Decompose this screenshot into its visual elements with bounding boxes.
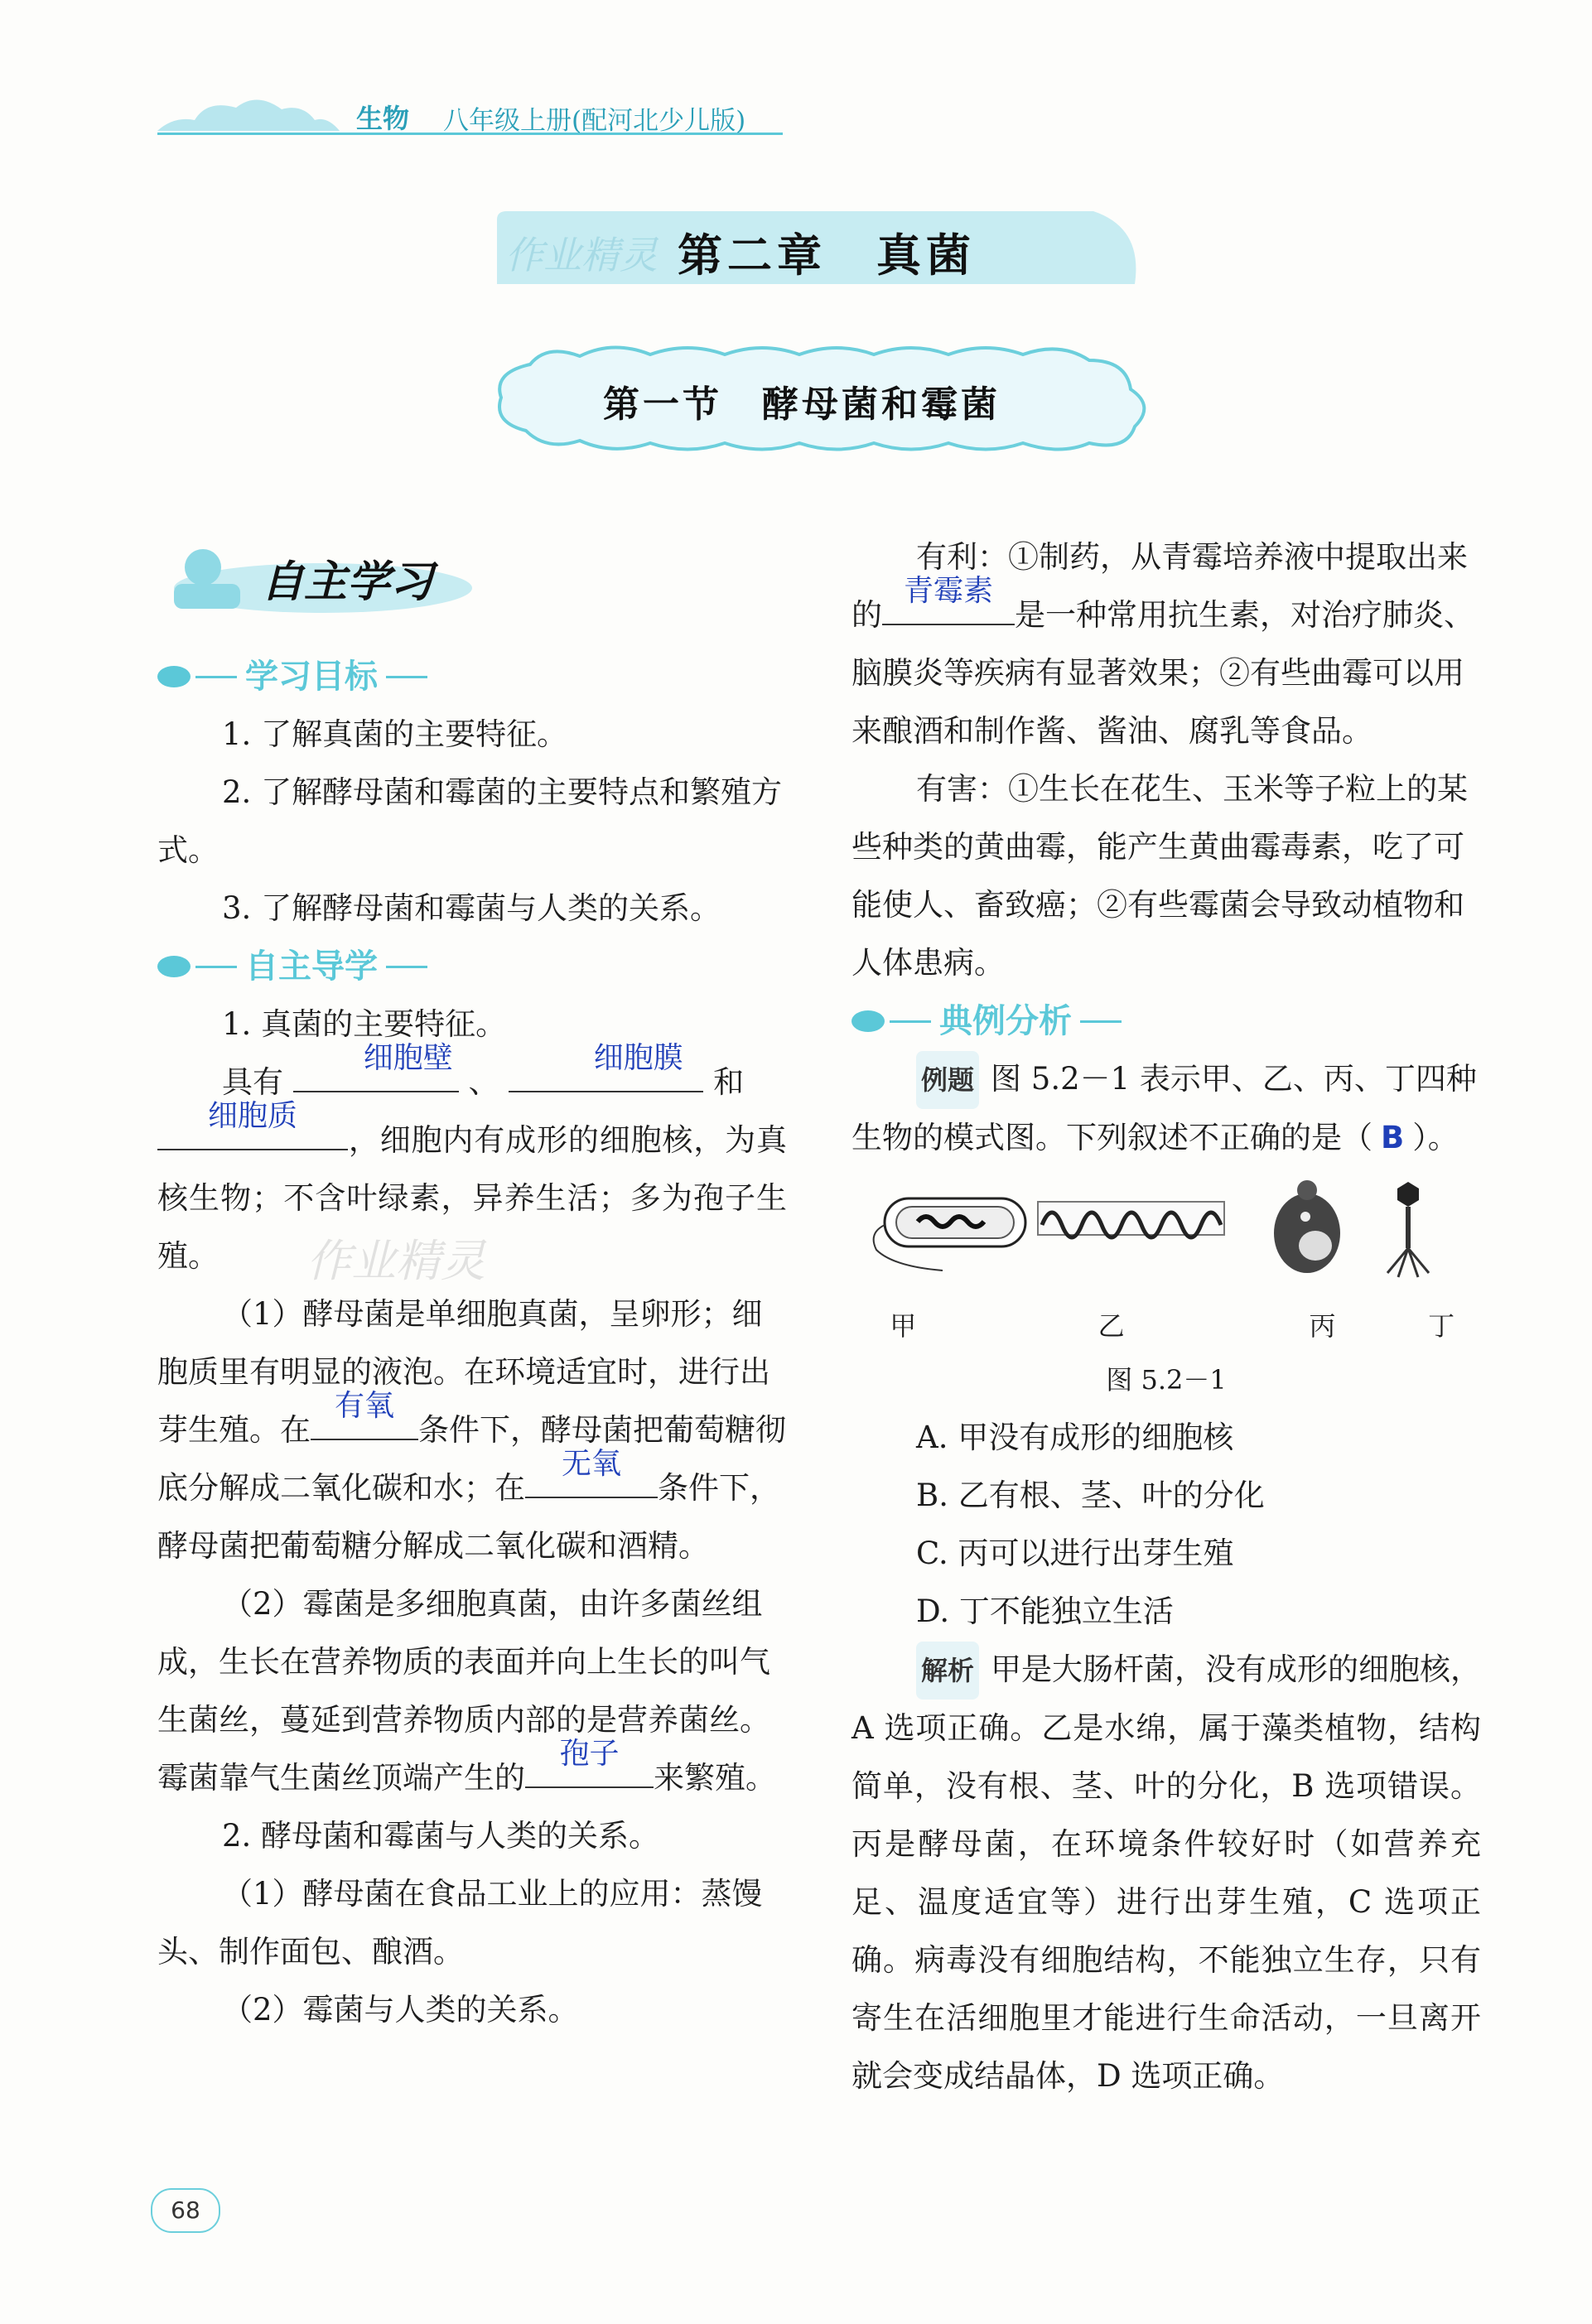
figure-caption: 图 5.2－1 bbox=[1106, 1364, 1227, 1396]
section-title: 第一节 酵母菌和霉菌 bbox=[603, 383, 1001, 426]
guide-question-2: 2. 酵母菌和霉菌与人类的关系。 bbox=[222, 1818, 660, 1854]
mold-paragraph: （2）霉菌是多细胞真菌，由许多菌丝组成，生长在营养物质的表面并向上生长的叫气生菌丝，蔓延到营养物质内部的是营养菌丝。霉菌靠气生菌丝顶端产生的 孢子 来繁殖。 bbox=[157, 1586, 776, 1796]
figure-label: 甲 bbox=[890, 1310, 917, 1342]
mold-harm-paragraph: 有害：①生长在花生、玉米等子粒上的某些种类的黄曲霉，能产生黄曲霉毒素，吃了可能使人、畜致癌；②有些霉菌会导致动植物和人体患病。 bbox=[851, 771, 1468, 981]
header-cloud-decoration bbox=[157, 91, 340, 133]
answer-blank: 细胞壁 bbox=[293, 1054, 459, 1092]
bullet-icon bbox=[157, 956, 191, 977]
example-tag: 例题 bbox=[916, 1051, 979, 1109]
figure-virus bbox=[1387, 1182, 1429, 1277]
bullet-icon bbox=[157, 666, 191, 687]
figure-label: 丁 bbox=[1428, 1310, 1455, 1342]
left-column bbox=[157, 648, 787, 2039]
goal-item: 1. 了解真菌的主要特征。 bbox=[222, 716, 568, 752]
answer-blank: 孢子 bbox=[525, 1750, 654, 1788]
option-b: B. 乙有根、茎、叶的分化 bbox=[916, 1478, 1265, 1513]
answer-blank: 青霉素 bbox=[882, 587, 1015, 625]
guide-question-1: 1. 真菌的主要特征。 bbox=[222, 1006, 507, 1042]
answer-blank: 细胞质 bbox=[157, 1112, 348, 1150]
goal-item: 2. 了解酵母菌和霉菌的主要特点和繁殖方式。 bbox=[157, 774, 783, 868]
fungi-features-paragraph: 具有 细胞壁 、 细胞膜 和 细胞质 ，细胞内有成形的细胞核，为真核生物；不含叶绿素，异养生活；多为孢子生殖。 bbox=[157, 1041, 787, 1274]
example-heading: 典例分析 bbox=[851, 992, 1481, 1050]
option-c: C. 丙可以进行出芽生殖 bbox=[916, 1536, 1234, 1571]
answer-blank: 有氧 bbox=[311, 1402, 418, 1440]
watermark: 作业精灵 bbox=[306, 1235, 485, 1287]
answer-blank: 无氧 bbox=[525, 1460, 658, 1498]
goals-heading: 学习目标 bbox=[157, 648, 787, 706]
right-column bbox=[851, 528, 1481, 2105]
mold-relation-heading: （2）霉菌与人类的关系。 bbox=[222, 1992, 579, 2027]
figure-yeast bbox=[1274, 1180, 1340, 1273]
yeast-paragraph: （1）酵母菌是单细胞真菌，呈卵形；细胞质里有明显的液泡。在环境适宜时，进行出芽生殖。在 有氧 条件下，酵母菌把葡萄糖彻底分解成二氧化碳和水；在 无氧 条件下，酵母菌把葡萄糖分解成二氧化碳和酒精。 bbox=[157, 1296, 786, 1564]
analysis-paragraph: 解析 甲是大肠杆菌，没有成形的细胞核，A 选项正确。乙是水绵，属于藻类植物，结构简单，没有根、茎、叶的分化，B 选项错误。丙是酵母菌，在环境条件较好时（如营养充足、温度适宜等）进行出芽生殖，C 选项正确。病毒没有细胞结构，不能独立生存，只有寄生在活细胞里才能进行生命活动，一旦离开就会变成结晶体，D 选项正确。 bbox=[851, 1641, 1481, 2105]
example-answer: B bbox=[1381, 1120, 1405, 1155]
option-d: D. 丁不能独立生活 bbox=[916, 1594, 1174, 1629]
example-question: 例题 图 5.2－1 表示甲、乙、丙、丁四种生物的模式图。下列叙述不正确的是（ B ）。 bbox=[851, 1050, 1481, 1167]
chapter-title: 第二章 真菌 bbox=[678, 229, 976, 282]
guide-heading: 自主导学 bbox=[157, 938, 787, 996]
figure-spirogyra bbox=[1038, 1202, 1224, 1237]
figure-label: 丙 bbox=[1309, 1310, 1336, 1342]
page-number: 68 bbox=[151, 2188, 220, 2233]
mold-benefit-paragraph: 有利：①制药，从青霉培养液中提取出来的 青霉素 是一种常用抗生素，对治疗肺炎、脑膜炎等疾病有显著效果；②有些曲霉可以用来酿酒和制作酱、酱油、腐乳等食品。 bbox=[851, 539, 1474, 749]
chapter-watermark: 作业精灵 bbox=[505, 233, 658, 277]
bullet-icon bbox=[851, 1010, 885, 1032]
goal-item: 3. 了解酵母菌和霉菌与人类的关系。 bbox=[222, 890, 721, 926]
figure-bacterium bbox=[874, 1198, 1025, 1270]
analysis-tag: 解析 bbox=[916, 1642, 979, 1700]
self-study-label: 自主学习 bbox=[261, 557, 434, 607]
header-subject: 生物 bbox=[356, 103, 410, 134]
yeast-food-paragraph: （1）酵母菌在食品工业上的应用：蒸馒头、制作面包、酿酒。 bbox=[157, 1876, 763, 1970]
figure-label: 乙 bbox=[1098, 1310, 1125, 1342]
answer-blank: 细胞膜 bbox=[509, 1054, 703, 1092]
option-a: A. 甲没有成形的细胞核 bbox=[916, 1420, 1234, 1455]
figure-5-2-1 bbox=[851, 1175, 1481, 1316]
header-book-title: 八年级上册(配河北少儿版) bbox=[443, 106, 746, 136]
figure-labels bbox=[851, 1301, 1481, 1351]
